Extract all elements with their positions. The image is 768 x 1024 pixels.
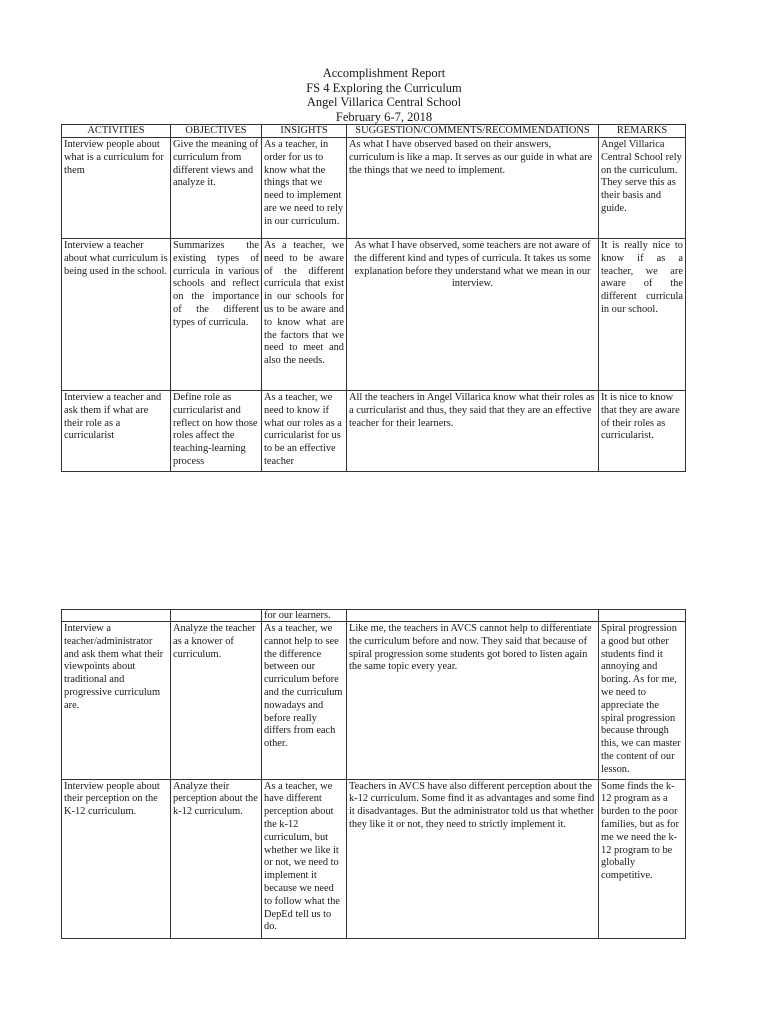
objective-cell: Define role as curricularist and reflect on how those roles affect the teaching-learning process: [171, 391, 262, 472]
remark-cell: Angel Villarica Central School rely on the curriculum. They serve this as their basis and guide.: [599, 138, 686, 239]
report-title: Accomplishment Report: [322, 66, 446, 80]
activity-cell: Interview a teacher and ask them if what are their role as a curricularist: [62, 391, 171, 472]
insight-cell: As a teacher, we have different perception about the k-12 curriculum, but whether we like it or not, we need to implement it because we need to follow what the DepEd tell us to do.: [262, 779, 347, 938]
objective-cell: Analyze their perception about the k-12 curriculum.: [171, 779, 262, 938]
table-header-row: [62, 125, 686, 138]
suggestion-cell: All the teachers in Angel Villarica know what their roles as a curricularist and thus, they said that they are an effective teacher for their learners.: [347, 391, 599, 472]
objective-cell: Give the meaning of curriculum from different views and analyze it.: [171, 138, 262, 239]
column-header-remarks: REMARKS: [599, 125, 686, 138]
table-row: [62, 622, 686, 780]
remark-cell: Spiral progression a good but other students find it annoying and boring. As for me, we need to appreciate the spiral progression because through this, we can master the content of our lesson.: [599, 622, 686, 780]
activity-cell: Interview a teacher/administrator and ask them what their viewpoints about traditional and progressive curriculum are.: [62, 622, 171, 780]
suggestion-cell: As what I have observed based on their answers, curriculum is like a map. It serves as our guide in what are the things that we need to implement.: [347, 138, 599, 239]
table-row: [62, 779, 686, 938]
accomplishment-table-page2: [61, 609, 686, 939]
accomplishment-table-page1: [61, 124, 686, 472]
insight-cell: As a teacher, we cannot help to see the difference between our curriculum before and the curriculum nowadays and before really differs from each other.: [262, 622, 347, 780]
insight-cell: As a teacher, we need to know if what our roles as a curricularist for us to be an effective teacher: [262, 391, 347, 472]
remark-cell: It is nice to know that they are aware of their roles as curricularist.: [599, 391, 686, 472]
remark-cell: It is really nice to know if as a teacher, we are aware of the different curricula in our school.: [599, 239, 686, 391]
report-date: February 6-7, 2018: [335, 109, 433, 124]
activity-cell: Interview a teacher about what curriculum is being used in the school.: [62, 239, 171, 391]
continuation-row: [62, 610, 686, 622]
insight-continuation-cell: for our learners.: [262, 610, 347, 622]
objective-cell: Summarizes the existing types of curricula in various schools and reflect on the importance of the different types of curricula.: [171, 239, 262, 391]
report-header: [0, 66, 768, 124]
table-row: [62, 391, 686, 472]
suggestion-cell: As what I have observed, some teachers are not aware of the different kind and types of curricula. It takes us some explanation before they understand what we mean in our interview.: [347, 239, 599, 391]
activity-cell: Interview people about what is a curriculum for them: [62, 138, 171, 239]
objective-cell: Analyze the teacher as a knower of curriculum.: [171, 622, 262, 780]
suggestion-cell: Like me, the teachers in AVCS cannot help to differentiate the curriculum before and now. They said that because of spiral progression some students got bored to listen again the same topic every year.: [347, 622, 599, 780]
suggestion-cell: Teachers in AVCS have also different perception about the k-12 curriculum. Some find it as advantages and some find it disadvantages. But the administrator told us that whether they like it or not, they need to strictly implement it.: [347, 779, 599, 938]
school-name: Angel Villarica Central School: [306, 95, 462, 109]
table-row: [62, 138, 686, 239]
report-subtitle: FS 4 Exploring the Curriculum: [306, 80, 462, 95]
column-header-activities: ACTIVITIES: [62, 125, 171, 138]
column-header-objectives: OBJECTIVES: [171, 125, 262, 138]
insight-cell: As a teacher, we need to be aware of the different curricula that exist in our schools for us to be aware and to know what are the factors that we need to meet and also the needs.: [262, 239, 347, 391]
remark-cell: Some finds the k-12 program as a burden to the poor families, but as for me we need the k-12 program to be globally competitive.: [599, 779, 686, 938]
insight-cell: As a teacher, in order for us to know what the things that we need to implement are we need to rely in our curriculum.: [262, 138, 347, 239]
column-header-suggestions: SUGGESTION/COMMENTS/RECOMMENDATIONS: [347, 125, 599, 138]
column-header-insights: INSIGHTS: [262, 125, 347, 138]
activity-cell: Interview people about their perception on the K-12 curriculum.: [62, 779, 171, 938]
table-row: [62, 239, 686, 391]
